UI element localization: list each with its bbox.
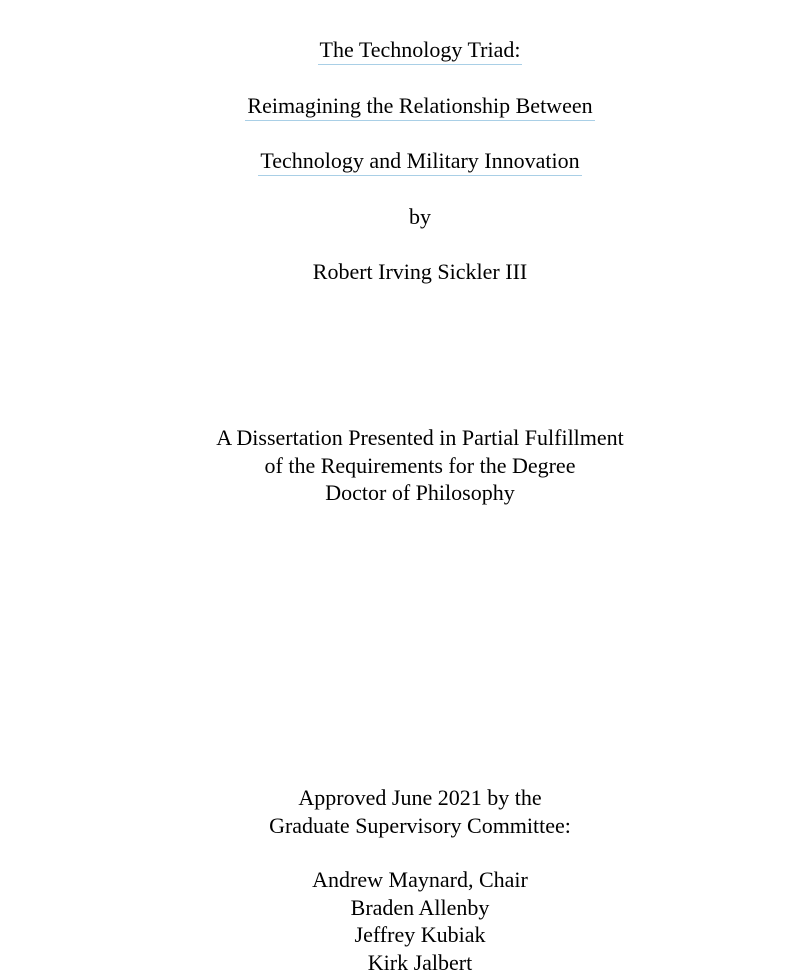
- title-line-2-row: [0, 93, 810, 121]
- title-line-2[interactable]: Reimagining the Relationship Between: [245, 93, 594, 121]
- approval-line-2: Graduate Supervisory Committee:: [269, 812, 571, 838]
- dissertation-statement: [0, 424, 810, 507]
- committee-member: Kirk Jalbert: [367, 949, 473, 975]
- dissertation-line-2: of the Requirements for the Degree: [264, 452, 576, 478]
- title-line-3[interactable]: Technology and Military Innovation: [258, 148, 581, 176]
- title-line-1-row: [0, 37, 810, 65]
- author-name: Robert Irving Sickler III: [312, 259, 528, 284]
- dissertation-line-3: Doctor of Philosophy: [325, 480, 515, 505]
- approval-statement: [0, 784, 810, 839]
- committee-member: Andrew Maynard, Chair: [312, 867, 528, 892]
- title-line-3-row: [0, 148, 810, 176]
- title-line-1[interactable]: The Technology Triad:: [318, 37, 523, 65]
- committee-member: Braden Allenby: [350, 894, 490, 920]
- committee-member: Jeffrey Kubiak: [354, 922, 486, 947]
- committee-list: [0, 866, 810, 976]
- approval-line-1: Approved June 2021 by the: [298, 785, 542, 810]
- dissertation-line-1: A Dissertation Presented in Partial Fulfillment: [216, 425, 624, 450]
- by-label: by: [409, 204, 431, 229]
